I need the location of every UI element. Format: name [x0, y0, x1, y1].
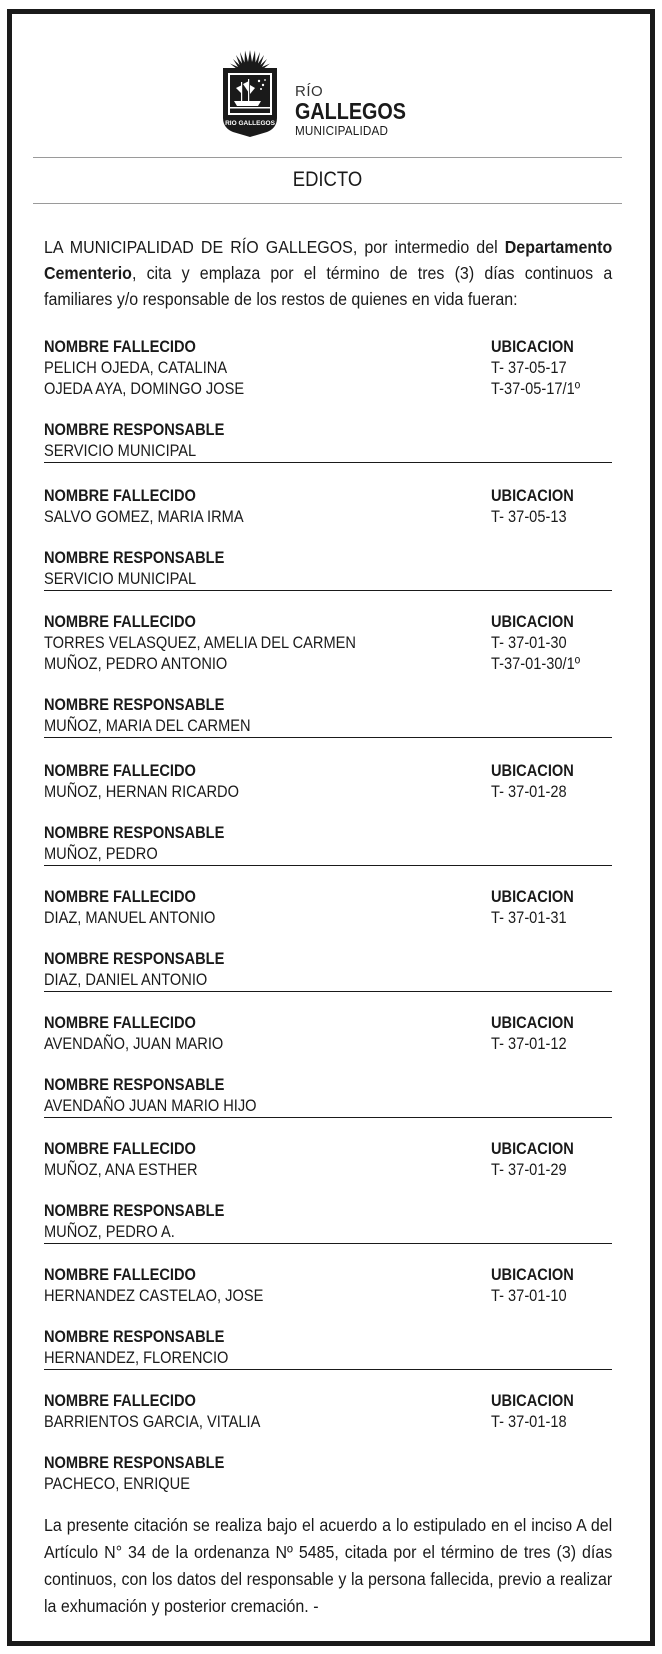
responsible-row: [44, 568, 612, 589]
deceased-location: T- 37-05-17: [491, 358, 567, 377]
deceased-name: DIAZ, MANUEL ANTONIO: [44, 908, 216, 927]
responsible-name: SERVICIO MUNICIPAL: [44, 569, 197, 588]
record-block: [44, 760, 612, 866]
deceased-location: T- 37-01-10: [491, 1286, 567, 1305]
responsible-row: [44, 843, 612, 864]
deceased-row: [44, 781, 612, 802]
record-header-row: [44, 336, 612, 357]
record-header-row: [44, 1138, 612, 1159]
record-separator: [44, 1369, 612, 1370]
responsible-label-row: [44, 948, 612, 969]
responsible-name: SERVICIO MUNICIPAL: [44, 441, 197, 460]
record-block: [44, 1138, 612, 1244]
responsible-row: [44, 440, 612, 461]
deceased-row: [44, 1033, 612, 1054]
deceased-name: SALVO GOMEZ, MARIA IRMA: [44, 507, 244, 526]
location-label: UBICACION: [491, 1391, 574, 1410]
deceased-label: NOMBRE FALLECIDO: [44, 1013, 196, 1032]
responsible-name: DIAZ, DANIEL ANTONIO: [44, 970, 208, 989]
record-gap: [44, 1432, 612, 1452]
record-block: [44, 336, 612, 463]
deceased-row: [44, 378, 612, 399]
deceased-name: MUÑOZ, HERNAN RICARDO: [44, 782, 239, 801]
record-gap: [44, 399, 612, 419]
responsible-label-row: [44, 694, 612, 715]
responsible-label: NOMBRE RESPONSABLE: [44, 1453, 225, 1472]
location-label: UBICACION: [491, 761, 574, 780]
location-label: UBICACION: [491, 1013, 574, 1032]
responsible-label-row: [44, 1074, 612, 1095]
responsible-label-row: [44, 1452, 612, 1473]
responsible-label: NOMBRE RESPONSABLE: [44, 949, 225, 968]
responsible-name: HERNANDEZ, FLORENCIO: [44, 1348, 229, 1367]
responsible-name: PACHECO, ENRIQUE: [44, 1474, 190, 1493]
record-block: [44, 1012, 612, 1118]
deceased-name: PELICH OJEDA, CATALINA: [44, 358, 228, 377]
intro-text-1: LA MUNICIPALIDAD DE RÍO GALLEGOS, por intermedio del: [44, 237, 505, 257]
municipality-logo: [215, 44, 415, 140]
title-top-rule: [33, 157, 622, 158]
record-block: [44, 1264, 612, 1370]
location-label: UBICACION: [491, 1139, 574, 1158]
record-header-row: [44, 1012, 612, 1033]
record-header-row: [44, 611, 612, 632]
logo-line-gallegos: GALLEGOS: [295, 98, 406, 124]
responsible-label: NOMBRE RESPONSABLE: [44, 823, 225, 842]
responsible-name: AVENDAÑO JUAN MARIO HIJO: [44, 1096, 257, 1115]
responsible-label-row: [44, 822, 612, 843]
record-gap: [44, 674, 612, 694]
deceased-name: MUÑOZ, ANA ESTHER: [44, 1160, 198, 1179]
responsible-label: NOMBRE RESPONSABLE: [44, 420, 225, 439]
logo-line-rio: RÍO: [295, 83, 324, 100]
deceased-row: [44, 1411, 612, 1432]
record-separator: [44, 1243, 612, 1244]
shield-icon: [215, 44, 285, 140]
deceased-label: NOMBRE FALLECIDO: [44, 1139, 196, 1158]
record-header-row: [44, 760, 612, 781]
record-separator: [44, 590, 612, 591]
logo-wordmark: [295, 84, 424, 137]
responsible-label: NOMBRE RESPONSABLE: [44, 1327, 225, 1346]
record-gap: [44, 1054, 612, 1074]
deceased-row: [44, 1159, 612, 1180]
responsible-name: MUÑOZ, PEDRO A.: [44, 1222, 175, 1241]
deceased-location: T-37-05-17/1º: [491, 379, 581, 398]
record-separator: [44, 865, 612, 866]
responsible-label: NOMBRE RESPONSABLE: [44, 695, 225, 714]
record-header-row: [44, 1264, 612, 1285]
record-gap: [44, 802, 612, 822]
record-header-row: [44, 1390, 612, 1411]
responsible-label: NOMBRE RESPONSABLE: [44, 1075, 225, 1094]
responsible-row: [44, 1473, 612, 1494]
record-block: [44, 1390, 612, 1494]
deceased-row: [44, 357, 612, 378]
deceased-location: T- 37-05-13: [491, 507, 567, 526]
deceased-label: NOMBRE FALLECIDO: [44, 1265, 196, 1284]
closing-paragraph: La presente citación se realiza bajo el acuerdo a lo estipulado en el inciso A del Artículo N° 34 de la ordenanza Nº 5485, citada por el término de tres (3) días continuos, con los datos del responsable y la persona fallecida, previo a realizar la exhumación y posterior cremación. -: [44, 1515, 613, 1616]
deceased-row: [44, 1285, 612, 1306]
deceased-name: TORRES VELASQUEZ, AMELIA DEL CARMEN: [44, 633, 356, 652]
record-block: [44, 886, 612, 992]
location-label: UBICACION: [491, 612, 574, 631]
deceased-location: T- 37-01-29: [491, 1160, 567, 1179]
location-label: UBICACION: [491, 486, 574, 505]
record-header-row: [44, 886, 612, 907]
deceased-location: T- 37-01-18: [491, 1412, 567, 1431]
deceased-name: MUÑOZ, PEDRO ANTONIO: [44, 654, 228, 673]
deceased-location: T- 37-01-31: [491, 908, 567, 927]
deceased-location: T- 37-01-12: [491, 1034, 567, 1053]
record-separator: [44, 991, 612, 992]
responsible-row: [44, 1221, 612, 1242]
record-gap: [44, 1306, 612, 1326]
responsible-row: [44, 1095, 612, 1116]
responsible-label-row: [44, 1200, 612, 1221]
deceased-label: NOMBRE FALLECIDO: [44, 1391, 196, 1410]
record-separator: [44, 462, 612, 463]
deceased-row: [44, 907, 612, 928]
responsible-label: NOMBRE RESPONSABLE: [44, 1201, 225, 1220]
intro-paragraph: [44, 234, 612, 312]
responsible-label-row: [44, 1326, 612, 1347]
title-bottom-rule: [33, 203, 622, 204]
deceased-name: HERNANDEZ CASTELAO, JOSE: [44, 1286, 264, 1305]
record-gap: [44, 527, 612, 547]
deceased-location: T- 37-01-28: [491, 782, 567, 801]
deceased-label: NOMBRE FALLECIDO: [44, 337, 196, 356]
deceased-label: NOMBRE FALLECIDO: [44, 486, 196, 505]
record-header-row: [44, 485, 612, 506]
record-gap: [44, 1180, 612, 1200]
deceased-label: NOMBRE FALLECIDO: [44, 887, 196, 906]
responsible-name: MUÑOZ, PEDRO: [44, 844, 158, 863]
location-label: UBICACION: [491, 337, 574, 356]
deceased-name: AVENDAÑO, JUAN MARIO: [44, 1034, 224, 1053]
deceased-row: [44, 506, 612, 527]
page-title: EDICTO: [292, 168, 363, 191]
responsible-name: MUÑOZ, MARIA DEL CARMEN: [44, 716, 251, 735]
deceased-label: NOMBRE FALLECIDO: [44, 761, 196, 780]
location-label: UBICACION: [491, 1265, 574, 1284]
deceased-row: [44, 632, 612, 653]
responsible-row: [44, 715, 612, 736]
record-separator: [44, 737, 612, 738]
record-block: [44, 611, 612, 738]
intro-department: Departamento Cementerio: [44, 237, 613, 283]
shield-text: RIO GALLEGOS: [225, 120, 275, 127]
record-separator: [44, 1117, 612, 1118]
deceased-label: NOMBRE FALLECIDO: [44, 612, 196, 631]
responsible-row: [44, 1347, 612, 1368]
deceased-row: [44, 653, 612, 674]
deceased-location: T- 37-01-30: [491, 633, 567, 652]
responsible-label-row: [44, 547, 612, 568]
responsible-row: [44, 969, 612, 990]
responsible-label: NOMBRE RESPONSABLE: [44, 548, 225, 567]
deceased-name: OJEDA AYA, DOMINGO JOSE: [44, 379, 245, 398]
location-label: UBICACION: [491, 887, 574, 906]
responsible-label-row: [44, 419, 612, 440]
intro-text-2: , cita y emplaza por el término de tres (3) días continuos a familiares y/o responsable de los restos de quienes en vida fueran:: [44, 263, 613, 309]
record-gap: [44, 928, 612, 948]
deceased-location: T-37-01-30/1º: [491, 654, 581, 673]
deceased-name: BARRIENTOS GARCIA, VITALIA: [44, 1412, 261, 1431]
logo-line-municipalidad: MUNICIPALIDAD: [295, 123, 389, 138]
record-block: [44, 485, 612, 591]
